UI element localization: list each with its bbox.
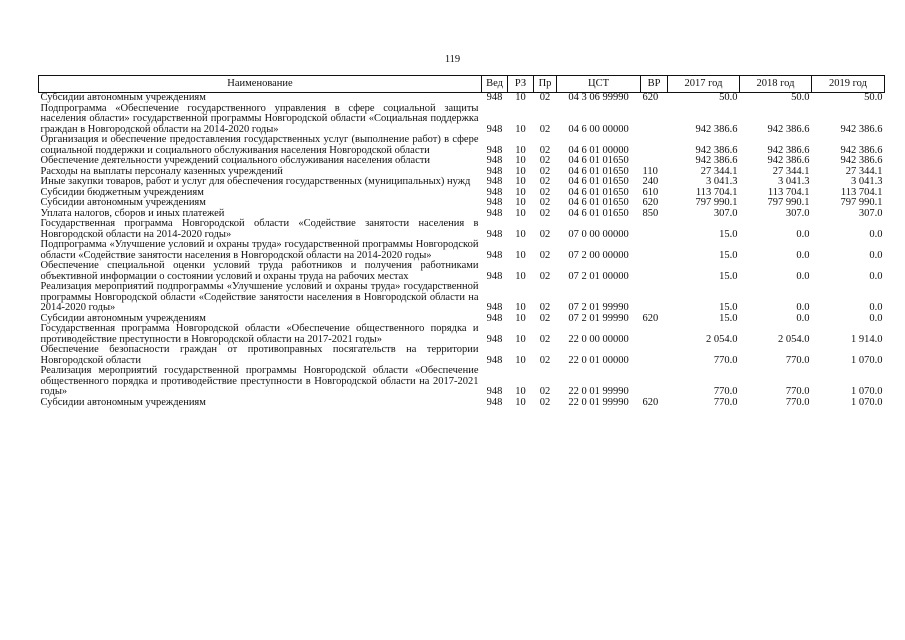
cell-name: Обеспечение специальной оценки условий труда работников и получения работниками объективной информации о состоянии условий и охраны труда на рабочих местах	[40, 260, 479, 282]
cell-2018: 50.0	[791, 92, 810, 103]
cell-cst: 04 6 00 00000	[568, 123, 629, 135]
cell-name: Государственная программа Новгородской области «Обеспечение общественного порядка и противодействие преступности в Новгородской области на 2017-2021 годы»	[40, 323, 479, 345]
table-row	[39, 135, 885, 156]
cell-rz: 10	[515, 354, 526, 366]
cell-2019: 0.0	[869, 228, 883, 240]
cell-2018: 770.0	[785, 386, 810, 397]
cell-cst: 04 6 01 01650	[568, 155, 629, 166]
cell-name: Подпрограмма «Обеспечение государственного управления в сфере социальной защиты населения области» государственной программы Новгородской области «Социальная поддержка граждан в Новгородской области на 2014-2020 годы»	[40, 102, 479, 135]
cell-name: Расходы на выплаты персоналу казенных учреждений	[40, 165, 283, 177]
cell-cst: 07 2 00 00000	[568, 249, 629, 261]
cell-pr: 02	[539, 197, 551, 208]
cell-vr: 620	[642, 92, 659, 103]
cell-2019: 0.0	[869, 302, 883, 313]
table-row	[39, 345, 885, 366]
cell-ved: 948	[486, 144, 503, 156]
cell-ved: 948	[486, 312, 503, 324]
cell-cst: 04 6 01 01650	[568, 197, 629, 208]
cell-pr: 02	[539, 155, 551, 166]
cell-pr: 02	[539, 186, 551, 198]
cell-cst: 07 0 00 00000	[568, 228, 629, 240]
cell-2017: 15.0	[719, 228, 738, 240]
cell-pr: 02	[539, 207, 551, 219]
cell-ved: 948	[486, 155, 503, 166]
cell-2019: 0.0	[869, 312, 883, 324]
cell-rz: 10	[515, 333, 526, 345]
cell-rz: 10	[515, 197, 526, 208]
cell-vr	[641, 324, 668, 345]
cell-2017: 797 990.1	[695, 197, 738, 208]
table-row	[39, 93, 885, 104]
cell-ved: 948	[486, 186, 503, 198]
cell-name: Обеспечение безопасности граждан от противоправных посягательств на территории Новгородской области	[40, 344, 479, 366]
header-2019: 2019 год	[812, 76, 885, 93]
cell-vr: 850	[642, 207, 659, 219]
cell-vr: 620	[642, 396, 659, 408]
cell-rz: 10	[515, 186, 526, 198]
cell-vr	[641, 156, 668, 167]
cell-rz: 10	[515, 123, 526, 135]
cell-2018: 113 704.1	[767, 186, 810, 198]
cell-2017: 15.0	[719, 270, 738, 282]
cell-rz: 10	[515, 155, 526, 166]
cell-2017: 27 344.1	[700, 165, 738, 177]
cell-vr	[641, 345, 668, 366]
header-pr: Пр	[534, 76, 557, 93]
cell-rz: 10	[515, 207, 526, 219]
table-header-row	[39, 76, 885, 93]
cell-pr: 02	[539, 92, 551, 103]
header-cst: ЦСТ	[557, 76, 641, 93]
cell-2017: 15.0	[719, 302, 738, 313]
cell-pr: 02	[539, 396, 551, 408]
cell-2018: 0.0	[796, 312, 810, 324]
cell-pr: 02	[539, 354, 551, 366]
cell-name: Субсидии автономным учреждениям	[40, 92, 206, 103]
table-row	[39, 240, 885, 261]
cell-2019: 1 070.0	[851, 396, 883, 408]
cell-2017: 50.0	[719, 92, 738, 103]
cell-name: Обеспечение деятельности учреждений социального обслуживания населения области	[40, 155, 431, 166]
cell-pr: 02	[539, 312, 551, 324]
cell-rz: 10	[515, 249, 526, 261]
cell-2018: 0.0	[796, 249, 810, 261]
cell-2018: 942 386.6	[767, 123, 810, 135]
cell-name: Субсидии бюджетным учреждениям	[40, 186, 204, 198]
header-ved: Вед	[482, 76, 508, 93]
cell-cst: 04 6 01 01650	[568, 176, 629, 187]
cell-2019: 50.0	[864, 92, 883, 103]
cell-2019: 27 344.1	[845, 165, 883, 177]
cell-name: Субсидии автономным учреждениям	[40, 197, 206, 208]
cell-ved: 948	[486, 354, 503, 366]
cell-cst: 07 2 01 99990	[568, 312, 629, 324]
cell-vr: 110	[642, 165, 658, 177]
cell-rz: 10	[515, 302, 526, 313]
table-row	[39, 398, 885, 409]
cell-2019: 1 070.0	[851, 354, 883, 366]
cell-2019: 307.0	[858, 207, 883, 219]
cell-rz: 10	[515, 386, 526, 397]
cell-rz: 10	[515, 144, 526, 156]
cell-2018: 770.0	[785, 396, 810, 408]
cell-rz: 10	[515, 165, 526, 177]
cell-2019: 3 041.3	[851, 176, 883, 187]
cell-2017: 2 054.0	[706, 333, 738, 345]
cell-pr: 02	[539, 176, 551, 187]
cell-cst: 04 6 01 00000	[568, 144, 629, 156]
cell-pr: 02	[539, 302, 551, 313]
cell-ved: 948	[486, 197, 503, 208]
cell-name: Организация и обеспечение предоставления государственных услуг (выполнение работ) в сфере социальной поддержки и социального обслуживания населения Новгородской области	[40, 134, 479, 156]
cell-2017: 942 386.6	[695, 123, 738, 135]
cell-vr	[641, 261, 668, 282]
cell-ved: 948	[486, 386, 503, 397]
cell-ved: 948	[486, 396, 503, 408]
header-vr: ВР	[641, 76, 668, 93]
cell-2018: 0.0	[796, 270, 810, 282]
cell-ved: 948	[486, 123, 503, 135]
table-row	[39, 282, 885, 314]
cell-2017: 3 041.3	[706, 176, 738, 187]
cell-name: Субсидии автономным учреждениям	[40, 396, 206, 408]
cell-pr: 02	[539, 249, 551, 261]
cell-2017: 113 704.1	[695, 186, 738, 198]
cell-ved: 948	[486, 333, 503, 345]
cell-pr: 02	[539, 386, 551, 397]
header-2018: 2018 год	[740, 76, 812, 93]
header-rz: РЗ	[508, 76, 534, 93]
cell-2018: 27 344.1	[772, 165, 810, 177]
table-row	[39, 324, 885, 345]
table-row	[39, 198, 885, 209]
cell-2019: 0.0	[869, 270, 883, 282]
cell-2017: 942 386.6	[695, 155, 738, 166]
cell-2018: 0.0	[796, 302, 810, 313]
cell-name: Подпрограмма «Улучшение условий и охраны труда» государственной программы Новгородской области «Содействие занятости населения в Новгородской области на 2014-2020 годы»	[40, 239, 479, 261]
cell-rz: 10	[515, 396, 526, 408]
cell-ved: 948	[486, 249, 503, 261]
cell-name: Государственная программа Новгородской области «Содействие занятости населения в Новгородской области на 2014-2020 годы»	[40, 218, 479, 240]
cell-cst: 22 0 00 00000	[568, 333, 629, 345]
cell-name: Субсидии автономным учреждениям	[40, 312, 206, 324]
cell-name: Уплата налогов, сборов и иных платежей	[40, 207, 225, 219]
cell-vr	[641, 135, 668, 156]
cell-2019: 1 070.0	[851, 386, 883, 397]
table-row	[39, 156, 885, 167]
cell-cst: 07 2 01 00000	[568, 270, 629, 282]
cell-ved: 948	[486, 270, 503, 282]
cell-name: Реализация мероприятий подпрограммы «Улучшение условий и охраны труда» государственной программы Новгородской области «Содействие занятости населения в Новгородской области на 2014-2020 годы»	[40, 281, 479, 313]
cell-name: Реализация мероприятий государственной программы Новгородской области «Обеспечение общественного порядка и противодействие преступности в Новгородской области на 2017-2021 годы»	[40, 365, 479, 397]
cell-2018: 3 041.3	[778, 176, 810, 187]
cell-cst: 04 6 01 01650	[568, 165, 629, 177]
cell-2017: 307.0	[713, 207, 738, 219]
cell-rz: 10	[515, 176, 526, 187]
cell-rz: 10	[515, 270, 526, 282]
cell-2018: 942 386.6	[767, 144, 810, 156]
cell-pr: 02	[539, 333, 551, 345]
table-row	[39, 261, 885, 282]
cell-2019: 113 704.1	[840, 186, 883, 198]
cell-pr: 02	[539, 165, 551, 177]
cell-2019: 942 386.6	[840, 144, 883, 156]
cell-vr	[641, 219, 668, 240]
budget-table	[38, 75, 885, 408]
cell-2018: 770.0	[785, 354, 810, 366]
cell-vr: 240	[642, 176, 659, 187]
cell-cst: 04 3 06 99990	[568, 92, 629, 103]
cell-2019: 0.0	[869, 249, 883, 261]
cell-ved: 948	[486, 165, 503, 177]
cell-pr: 02	[539, 270, 551, 282]
cell-2018: 2 054.0	[778, 333, 810, 345]
cell-rz: 10	[515, 228, 526, 240]
cell-pr: 02	[539, 123, 551, 135]
cell-name: Иные закупки товаров, работ и услуг для обеспечения государственных (муниципальных) нужд	[40, 176, 471, 187]
cell-cst: 22 0 01 00000	[568, 354, 629, 366]
cell-cst: 04 6 01 01650	[568, 186, 629, 198]
cell-vr: 610	[642, 186, 659, 198]
cell-2019: 942 386.6	[840, 123, 883, 135]
cell-2017: 770.0	[713, 396, 738, 408]
cell-2019: 797 990.1	[840, 197, 883, 208]
cell-2018: 307.0	[785, 207, 810, 219]
cell-cst: 04 6 01 01650	[568, 207, 629, 219]
cell-vr	[641, 104, 668, 136]
header-2017: 2017 год	[668, 76, 740, 93]
cell-vr	[641, 282, 668, 314]
cell-2017: 770.0	[713, 386, 738, 397]
cell-rz: 10	[515, 312, 526, 324]
cell-2019: 1 914.0	[851, 333, 883, 345]
cell-2018: 942 386.6	[767, 155, 810, 166]
cell-pr: 02	[539, 228, 551, 240]
cell-ved: 948	[486, 176, 503, 187]
cell-vr: 620	[642, 197, 659, 208]
cell-ved: 948	[486, 228, 503, 240]
cell-cst: 22 0 01 99990	[568, 396, 629, 408]
cell-vr	[641, 240, 668, 261]
cell-rz: 10	[515, 92, 526, 103]
table-row	[39, 177, 885, 188]
cell-2018: 797 990.1	[767, 197, 810, 208]
table-row	[39, 219, 885, 240]
cell-cst: 07 2 01 99990	[568, 302, 629, 313]
cell-vr: 620	[642, 312, 659, 324]
cell-2017: 15.0	[719, 249, 738, 261]
cell-pr: 02	[539, 144, 551, 156]
cell-2017: 942 386.6	[695, 144, 738, 156]
cell-2017: 15.0	[719, 312, 738, 324]
cell-2017: 770.0	[713, 354, 738, 366]
table-row	[39, 104, 885, 136]
cell-2019: 942 386.6	[840, 155, 883, 166]
cell-cst: 22 0 01 99990	[568, 386, 629, 397]
cell-ved: 948	[486, 302, 503, 313]
cell-ved: 948	[486, 92, 503, 103]
table-row	[39, 366, 885, 398]
cell-vr	[641, 366, 668, 398]
cell-2018: 0.0	[796, 228, 810, 240]
cell-ved: 948	[486, 207, 503, 219]
page-number: 119	[444, 54, 461, 65]
header-name: Наименование	[39, 76, 482, 93]
